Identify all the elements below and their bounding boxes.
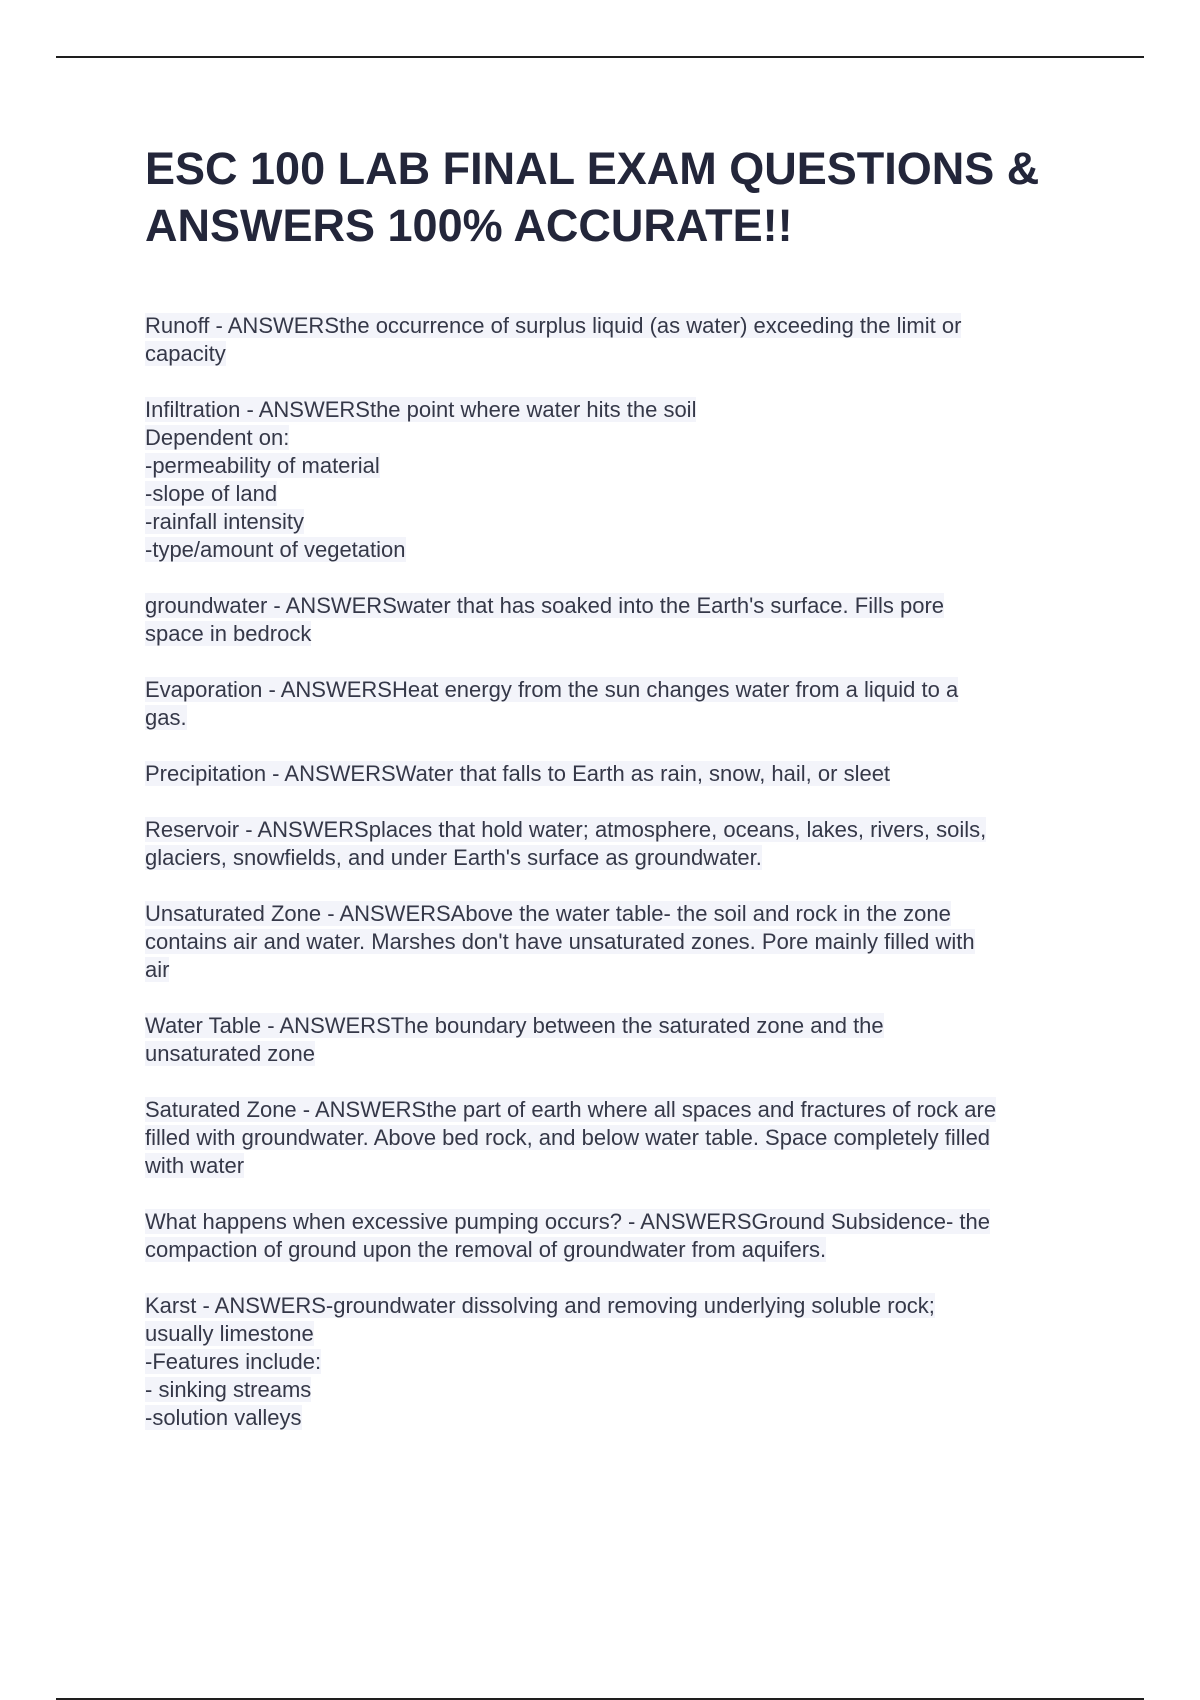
qa-line-text: -permeability of material [145, 453, 380, 478]
qa-line-text: -Features include: [145, 1349, 322, 1374]
qa-line-text: Unsaturated Zone - ANSWERSAbove the water table- the soil and rock in the zone [145, 901, 951, 926]
qa-line [145, 1124, 1085, 1152]
qa-line [145, 1040, 1085, 1068]
qa-line [145, 312, 1085, 340]
qa-entry [145, 760, 1085, 788]
qa-line-text: gas. [145, 705, 187, 730]
qa-line [145, 1404, 1085, 1432]
qa-line [145, 1152, 1085, 1180]
qa-line [145, 1208, 1085, 1236]
qa-entry [145, 1096, 1085, 1180]
qa-line [145, 956, 1085, 984]
qa-line-text: space in bedrock [145, 621, 312, 646]
qa-line-text: compaction of ground upon the removal of groundwater from aquifers. [145, 1237, 827, 1262]
qa-line-text: Karst - ANSWERS-groundwater dissolving and removing underlying soluble rock; [145, 1293, 935, 1318]
qa-line-text: -rainfall intensity [145, 509, 304, 534]
qa-line [145, 704, 1085, 732]
qa-line [145, 396, 1085, 424]
qa-line-text: glaciers, snowfields, and under Earth's surface as groundwater. [145, 845, 762, 870]
qa-line-text: Runoff - ANSWERSthe occurrence of surplus liquid (as water) exceeding the limit or [145, 313, 962, 338]
qa-line [145, 1096, 1085, 1124]
qa-line [145, 928, 1085, 956]
qa-line [145, 816, 1085, 844]
qa-line [145, 480, 1085, 508]
qa-line [145, 508, 1085, 536]
qa-entry [145, 900, 1085, 984]
qa-line-text: Water Table - ANSWERSThe boundary between the saturated zone and the [145, 1013, 884, 1038]
qa-line [145, 844, 1085, 872]
qa-list [145, 312, 1085, 1460]
qa-line-text: usually limestone [145, 1321, 314, 1346]
qa-line [145, 592, 1085, 620]
qa-line [145, 1012, 1085, 1040]
qa-line [145, 620, 1085, 648]
qa-entry [145, 1208, 1085, 1264]
qa-entry [145, 396, 1085, 564]
qa-line [145, 900, 1085, 928]
qa-line [145, 424, 1085, 452]
qa-line-text: unsaturated zone [145, 1041, 316, 1066]
qa-line-text: Evaporation - ANSWERSHeat energy from the sun changes water from a liquid to a [145, 677, 959, 702]
qa-line-text: filled with groundwater. Above bed rock, and below water table. Space completely filled [145, 1125, 991, 1150]
qa-line [145, 1236, 1085, 1264]
qa-line-text: air [145, 957, 170, 982]
qa-line-text: capacity [145, 341, 226, 366]
qa-line-text: Infiltration - ANSWERSthe point where water hits the soil [145, 397, 697, 422]
qa-entry [145, 1012, 1085, 1068]
qa-line-text: What happens when excessive pumping occurs? - ANSWERSGround Subsidence- the [145, 1209, 990, 1234]
qa-entry [145, 1292, 1085, 1432]
qa-line [145, 1292, 1085, 1320]
qa-line-text: Dependent on: [145, 425, 290, 450]
qa-line [145, 760, 1085, 788]
qa-line-text: Saturated Zone - ANSWERSthe part of earth where all spaces and fractures of rock are [145, 1097, 997, 1122]
qa-entry [145, 676, 1085, 732]
qa-line [145, 1376, 1085, 1404]
qa-line-text: -solution valleys [145, 1405, 302, 1430]
qa-line-text: with water [145, 1153, 245, 1178]
qa-entry [145, 312, 1085, 368]
qa-line-text: contains air and water. Marshes don't have unsaturated zones. Pore mainly filled with [145, 929, 975, 954]
qa-line-text: - sinking streams [145, 1377, 312, 1402]
qa-entry [145, 816, 1085, 872]
qa-entry [145, 592, 1085, 648]
qa-line-text: -slope of land [145, 481, 278, 506]
qa-line-text: -type/amount of vegetation [145, 537, 406, 562]
document-title: ESC 100 LAB FINAL EXAM QUESTIONS & ANSWERS 100% ACCURATE!! [145, 143, 1040, 251]
qa-line-text: Precipitation - ANSWERSWater that falls to Earth as rain, snow, hail, or sleet [145, 761, 891, 786]
header-rule [56, 56, 1144, 58]
qa-line [145, 676, 1085, 704]
qa-line-text: groundwater - ANSWERSwater that has soaked into the Earth's surface. Fills pore [145, 593, 945, 618]
qa-line [145, 340, 1085, 368]
qa-line [145, 1348, 1085, 1376]
qa-line [145, 452, 1085, 480]
qa-line-text: Reservoir - ANSWERSplaces that hold water; atmosphere, oceans, lakes, rivers, soils, [145, 817, 987, 842]
qa-line [145, 1320, 1085, 1348]
qa-line [145, 536, 1085, 564]
